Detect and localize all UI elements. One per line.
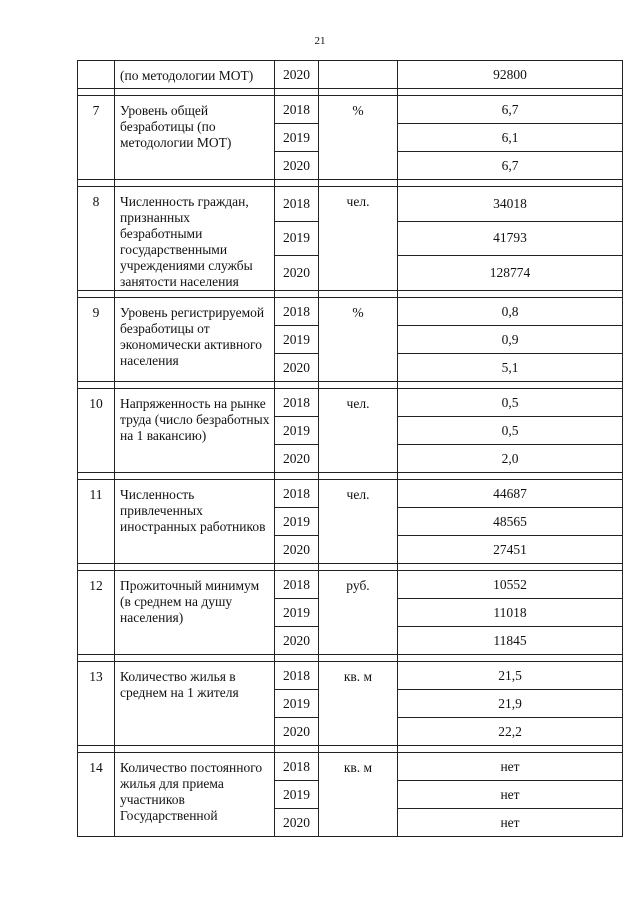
- year-cell: 2018: [275, 753, 319, 781]
- page-number: 21: [314, 35, 326, 47]
- year-cell: 2018: [275, 480, 319, 508]
- row-number: 9: [78, 298, 115, 382]
- value-cell: 0,9: [398, 326, 623, 354]
- spacer-cell: [78, 473, 115, 480]
- year-cell: 2018: [275, 187, 319, 222]
- table-row: [78, 662, 623, 690]
- spacer-row: [78, 291, 623, 298]
- spacer-cell: [275, 89, 319, 96]
- value-cell: 2,0: [398, 445, 623, 473]
- spacer-cell: [78, 382, 115, 389]
- value-cell: нет: [398, 753, 623, 781]
- value-cell: нет: [398, 781, 623, 809]
- year-cell: 2019: [275, 221, 319, 256]
- value-cell: 48565: [398, 508, 623, 536]
- indicator-name: Численность граждан, признанных безработными государственными учреждениями службы занятости населения: [115, 187, 275, 291]
- year-cell: 2018: [275, 571, 319, 599]
- spacer-cell: [78, 564, 115, 571]
- year-cell: 2019: [275, 124, 319, 152]
- table-row: [78, 753, 623, 781]
- spacer-cell: [115, 382, 275, 389]
- value-cell: 0,5: [398, 389, 623, 417]
- spacer-row: [78, 564, 623, 571]
- year-cell: 2019: [275, 326, 319, 354]
- year-cell: 2018: [275, 389, 319, 417]
- spacer-cell: [319, 382, 398, 389]
- row-number: 14: [78, 753, 115, 837]
- value-cell: 0,5: [398, 417, 623, 445]
- spacer-cell: [319, 180, 398, 187]
- value-cell: 6,7: [398, 152, 623, 180]
- spacer-cell: [115, 746, 275, 753]
- spacer-cell: [78, 746, 115, 753]
- spacer-cell: [115, 180, 275, 187]
- unit-cell: кв. м: [319, 662, 398, 746]
- spacer-row: [78, 89, 623, 96]
- row-number: 12: [78, 571, 115, 655]
- year-cell: 2020: [275, 536, 319, 564]
- spacer-cell: [319, 655, 398, 662]
- unit-cell: чел.: [319, 480, 398, 564]
- unit-cell: %: [319, 96, 398, 180]
- spacer-cell: [319, 564, 398, 571]
- value-cell: нет: [398, 809, 623, 837]
- spacer-cell: [398, 382, 623, 389]
- value-cell: 34018: [398, 187, 623, 222]
- value-cell: 5,1: [398, 354, 623, 382]
- year-cell: 2018: [275, 298, 319, 326]
- indicator-name: Уровень общей безработицы (по методологии МОТ): [115, 96, 275, 180]
- spacer-cell: [275, 655, 319, 662]
- spacer-cell: [398, 655, 623, 662]
- value-cell: 128774: [398, 256, 623, 291]
- table-row: [78, 96, 623, 124]
- indicator-name: Прожиточный минимум (в среднем на душу населения): [115, 571, 275, 655]
- spacer-row: [78, 180, 623, 187]
- spacer-cell: [319, 89, 398, 96]
- indicator-name: Численность привлеченных иностранных работников: [115, 480, 275, 564]
- unit-cell: чел.: [319, 389, 398, 473]
- spacer-cell: [78, 89, 115, 96]
- year-cell: 2020: [275, 61, 319, 89]
- year-cell: 2019: [275, 508, 319, 536]
- spacer-cell: [398, 180, 623, 187]
- year-cell: 2019: [275, 781, 319, 809]
- row-number: 10: [78, 389, 115, 473]
- indicator-name: (по методологии МОТ): [115, 61, 275, 89]
- unit-cell: кв. м: [319, 753, 398, 837]
- year-cell: 2018: [275, 662, 319, 690]
- unit-cell: [319, 61, 398, 89]
- year-cell: 2018: [275, 96, 319, 124]
- value-cell: 41793: [398, 221, 623, 256]
- year-cell: 2020: [275, 809, 319, 837]
- year-cell: 2020: [275, 445, 319, 473]
- spacer-cell: [275, 564, 319, 571]
- indicator-name: Уровень регистрируемой безработицы от экономически активного населения: [115, 298, 275, 382]
- value-cell: 21,5: [398, 662, 623, 690]
- indicator-name: Напряженность на рынке труда (число безработных на 1 вакансию): [115, 389, 275, 473]
- table-row: [78, 389, 623, 417]
- spacer-cell: [115, 564, 275, 571]
- row-number: 11: [78, 480, 115, 564]
- value-cell: 6,7: [398, 96, 623, 124]
- year-cell: 2020: [275, 354, 319, 382]
- spacer-cell: [398, 473, 623, 480]
- value-cell: 27451: [398, 536, 623, 564]
- value-cell: 44687: [398, 480, 623, 508]
- value-cell: 0,8: [398, 298, 623, 326]
- value-cell: 92800: [398, 61, 623, 89]
- spacer-cell: [115, 655, 275, 662]
- row-number: 7: [78, 96, 115, 180]
- spacer-cell: [78, 180, 115, 187]
- unit-cell: %: [319, 298, 398, 382]
- spacer-cell: [398, 291, 623, 298]
- value-cell: 21,9: [398, 690, 623, 718]
- value-cell: 10552: [398, 571, 623, 599]
- spacer-cell: [398, 746, 623, 753]
- row-number: 8: [78, 187, 115, 291]
- spacer-cell: [275, 382, 319, 389]
- spacer-cell: [78, 655, 115, 662]
- row-number: [78, 61, 115, 89]
- spacer-cell: [275, 180, 319, 187]
- year-cell: 2020: [275, 152, 319, 180]
- spacer-cell: [275, 746, 319, 753]
- spacer-cell: [319, 291, 398, 298]
- indicator-name: Количество жилья в среднем на 1 жителя: [115, 662, 275, 746]
- year-cell: 2020: [275, 718, 319, 746]
- year-cell: 2019: [275, 599, 319, 627]
- spacer-cell: [398, 89, 623, 96]
- spacer-row: [78, 382, 623, 389]
- table-row: [78, 480, 623, 508]
- indicator-name: Количество постоянного жилья для приема участников Государственной: [115, 753, 275, 837]
- unit-cell: чел.: [319, 187, 398, 291]
- spacer-row: [78, 473, 623, 480]
- spacer-row: [78, 746, 623, 753]
- spacer-cell: [275, 291, 319, 298]
- indicators-table: [77, 60, 623, 837]
- table-row: [78, 187, 623, 222]
- unit-cell: руб.: [319, 571, 398, 655]
- row-number: 13: [78, 662, 115, 746]
- value-cell: 11845: [398, 627, 623, 655]
- spacer-cell: [275, 473, 319, 480]
- spacer-cell: [398, 564, 623, 571]
- value-cell: 22,2: [398, 718, 623, 746]
- table-row: [78, 61, 623, 89]
- value-cell: 6,1: [398, 124, 623, 152]
- year-cell: 2020: [275, 627, 319, 655]
- spacer-cell: [319, 746, 398, 753]
- table-row: [78, 298, 623, 326]
- spacer-cell: [115, 291, 275, 298]
- year-cell: 2019: [275, 417, 319, 445]
- table-row: [78, 571, 623, 599]
- spacer-cell: [115, 473, 275, 480]
- value-cell: 11018: [398, 599, 623, 627]
- year-cell: 2020: [275, 256, 319, 291]
- year-cell: 2019: [275, 690, 319, 718]
- spacer-cell: [78, 291, 115, 298]
- spacer-cell: [115, 89, 275, 96]
- spacer-row: [78, 655, 623, 662]
- spacer-cell: [319, 473, 398, 480]
